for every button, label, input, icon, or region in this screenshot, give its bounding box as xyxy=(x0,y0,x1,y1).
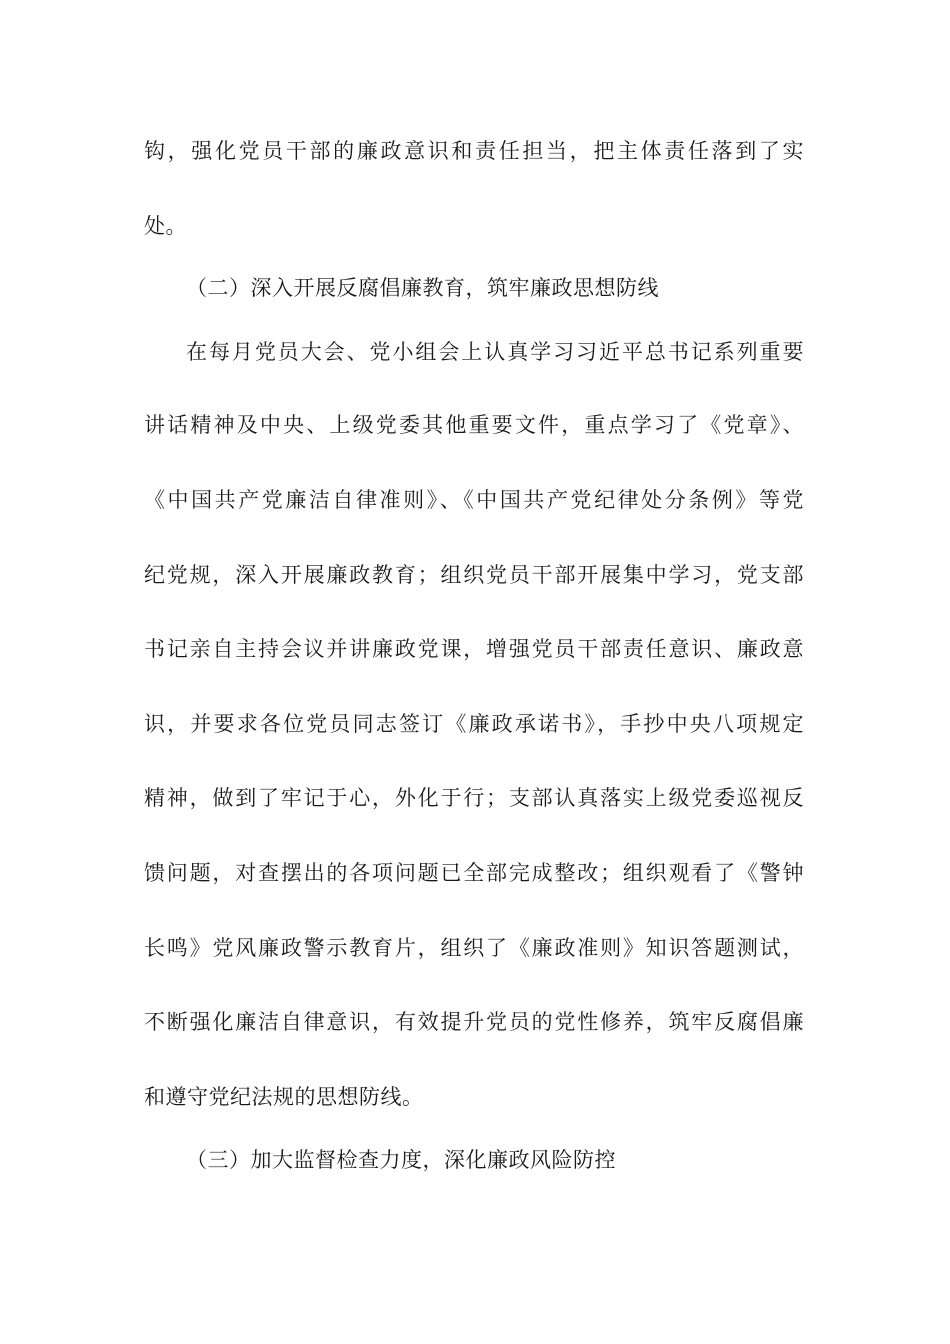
body-text-line: 纪党规，深入开展廉政教育；组织党员干部开展集中学习，党支部 xyxy=(144,563,804,587)
body-text-line: 讲话精神及中央、上级党委其他重要文件，重点学习了《党章》、 xyxy=(144,413,804,437)
body-text-line: 处。 xyxy=(144,214,187,238)
section-heading-2: （二）深入开展反腐倡廉教育，筑牢廉政思想防线 xyxy=(186,276,659,300)
body-text-line: 和遵守党纪法规的思想防线。 xyxy=(144,1085,424,1109)
body-text-line: 书记亲自主持会议并讲廉政党课，增强党员干部责任意识、廉政意 xyxy=(144,637,804,661)
body-text-line: 识，并要求各位党员同志签订《廉政承诺书》，手抄中央八项规定 xyxy=(144,712,804,736)
body-text-line: 钩，强化党员干部的廉政意识和责任担当，把主体责任落到了实 xyxy=(144,139,804,163)
body-text-line: 长鸣》党风廉政警示教育片，组织了《廉政准则》知识答题测试， xyxy=(144,936,804,960)
section-heading-3: （三）加大监督检查力度，深化廉政风险防控 xyxy=(186,1148,616,1172)
body-text-line: 不断强化廉洁自律意识，有效提升党员的党性修养，筑牢反腐倡廉 xyxy=(144,1010,804,1034)
body-text-line: 馈问题，对查摆出的各项问题已全部完成整改；组织观看了《警钟 xyxy=(144,861,804,885)
body-text-line: 《中国共产党廉洁自律准则》、《中国共产党纪律处分条例》等党 xyxy=(144,488,804,512)
body-text-line: 在每月党员大会、党小组会上认真学习习近平总书记系列重要 xyxy=(186,340,804,364)
body-text-line: 精神，做到了牢记于心，外化于行；支部认真落实上级党委巡视反 xyxy=(144,786,804,810)
